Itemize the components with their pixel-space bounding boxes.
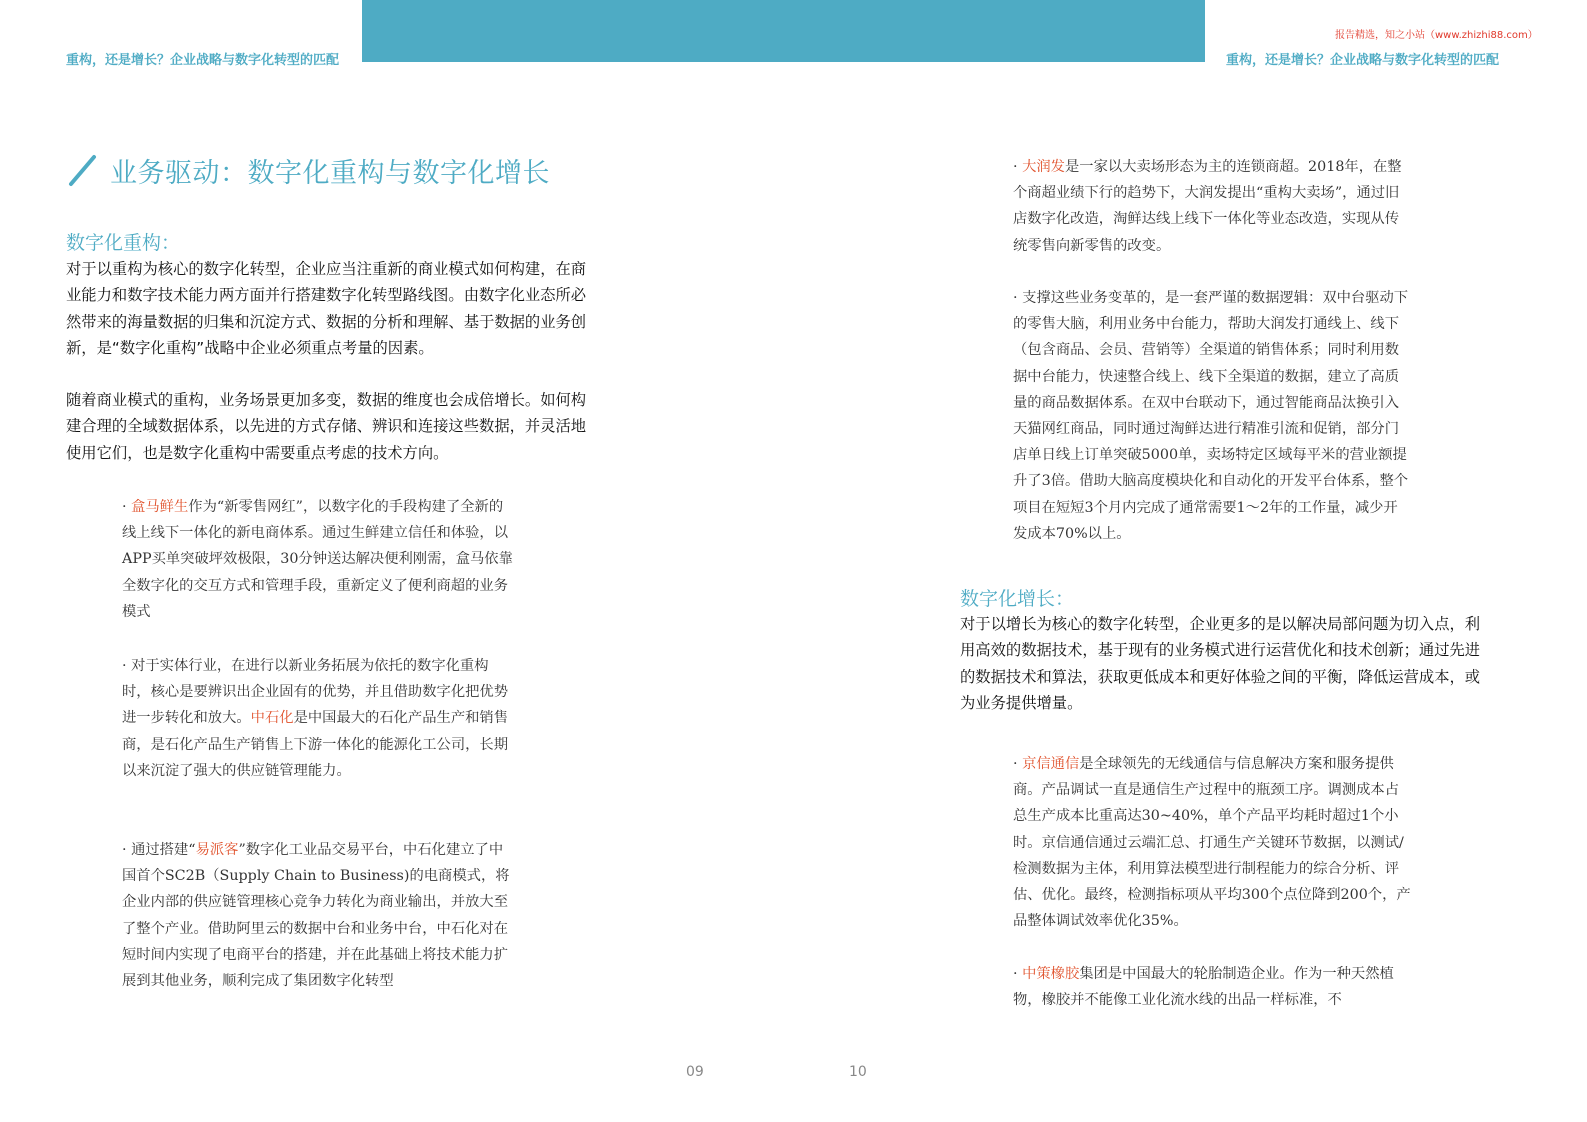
case-zc-rubber [1013,961,1411,1013]
case-rt-mart-data-logic: · 支撑这些业务变革的，是一套严谨的数据逻辑：双中台驱动下的零售大脑，利用业务中台能力，帮助大润发打通线上、线下（包含商品、会员、营销等）全渠道的销售体系；同时利用数据中台能力，快速整合线上、线下全渠道的数据，建立了高质量的商品数据体系。在双中台联动下，通过智能商品汰换引入天猫网红商品，同时通过淘鲜达进行精准引流和促销，部分门店单日线上订单突破5000单，卖场特定区域每平米的营业额提升了3倍。借助大脑高度模块化和自动化的开发平台体系，整个项目在短短3个月内完成了通常需要1～2年的工作量，减少开发成本70%以上。 [1013,290,1409,542]
case-text: 是中国最大的石化产品生产和销售商，是石化产品生产销售上下游一体化的能源化工公司，长期以来沉淀了强大的供应链管理能力。 [122,710,509,779]
page-number-right: 10 [849,1064,867,1080]
case-hema [122,494,517,625]
case-bullet: · [1013,756,1023,772]
case-sinopec [122,653,517,784]
case-company-name: 京信通信 [1022,756,1080,772]
subhead-growth: 数字化增长： [960,588,1075,610]
case-comba [1013,751,1411,934]
case-bullet: · [1013,159,1023,175]
case-company-name: 易派客 [195,842,239,858]
case-bullet: · [122,499,132,515]
slash-icon [66,151,100,189]
case-text: 是一家以大卖场形态为主的连锁商超。2018年，在整个商超业绩下行的趋势下，大润发提出“重构大卖场”，通过旧店数字化改造，淘鲜达线上线下一体化等业态改造，实现从传统零售向新零售的改变。 [1013,159,1402,254]
section-title-text: 业务驱动：数字化重构与数字化增长 [110,157,550,189]
case-text-intro: · 通过搭建“ [122,842,196,858]
page-number-left: 09 [686,1064,704,1080]
watermark: 报告精选，知之小站（www.zhizhi88.com） [1335,30,1538,41]
case-text: ”数字化工业品交易平台，中石化建立了中国首个SC2B（Supply Chain to Business)的电商模式，将企业内部的供应链管理核心竞争力转化为商业输出，并放大至了整个产业。借助阿里云的数据中台和业务中台，中石化对在短时间内实现了电商平台的搭建，并在此基础上将技术能力扩展到其他业务，顺利完成了集团数字化转型 [122,842,510,990]
header-color-bar [362,0,1205,62]
left-running-header: 重构，还是增长？企业战略与数字化转型的匹配 [66,53,340,68]
subhead-restructure: 数字化重构： [66,232,181,254]
case-rt-mart [1013,154,1411,259]
case-company-name: 大润发 [1022,159,1065,175]
case-company-name: 中策橡胶 [1022,966,1080,982]
case-bullet: · [1013,966,1023,982]
case-text: 作为“新零售网红”，以数字化的手段构建了全新的线上线下一体化的新电商体系。通过生鲜建立信任和体验，以APP买单突破坪效极限，30分钟送达解决便利刚需，盒马依靠全数字化的交互方式和管理手段，重新定义了便利商超的业务模式 [122,499,513,620]
paragraph-restructure-2: 随着商业模式的重构，业务场景更加多变，数据的维度也会成倍增长。如何构建合理的全域数据体系，以先进的方式存储、辨识和连接这些数据，并灵活地使用它们，也是数字化重构中需要重点考虑的技术方向。 [66,391,587,462]
right-running-header: 重构，还是增长？企业战略与数字化转型的匹配 [1226,53,1500,68]
case-company-name: 盒马鲜生 [131,499,189,515]
case-text: 是全球领先的无线通信与信息解决方案和服务提供商。产品调试一直是通信生产过程中的瓶颈工序。调测成本占总生产成本比重高达30~40%，单个产品平均耗时超过1个小时。京信通信通过云端汇总、打通生产关键环节数据，以测试/检测数据为主体，利用算法模型进行制程能力的综合分析、评估、优化。最终，检测指标项从平均300个点位降到200个，产品整体调试效率优化35%。 [1013,756,1411,930]
case-text-intro: · 对于实体行业，在进行以新业务拓展为依托的数字化重构时，核心是要辨识出企业固有的优势，并且借助数字化把优势进一步转化和放大。 [122,658,509,727]
section-title [66,150,550,190]
case-epec [122,837,517,994]
case-text: 集团是中国最大的轮胎制造企业。作为一种天然植物，橡胶并不能像工业化流水线的出品一样标准，不 [1013,966,1394,1009]
paragraph-growth: 对于以增长为核心的数字化转型，企业更多的是以解决局部问题为切入点，利用高效的数据技术，基于现有的业务模式进行运营优化和技术创新；通过先进的数据技术和算法，获取更低成本和更好体验之间的平衡，降低运营成本，或为业务提供增量。 [960,615,1481,713]
case-company-name: 中石化 [250,710,294,727]
paragraph-restructure-1: 对于以重构为核心的数字化转型，企业应当注重新的商业模式如何构建，在商业能力和数字技术能力两方面并行搭建数字化转型路线图。由数字化业态所必然带来的海量数据的归集和沉淀方式、数据的分析和理解、基于数据的业务创新，是“数字化重构”战略中企业必须重点考量的因素。 [66,260,587,358]
